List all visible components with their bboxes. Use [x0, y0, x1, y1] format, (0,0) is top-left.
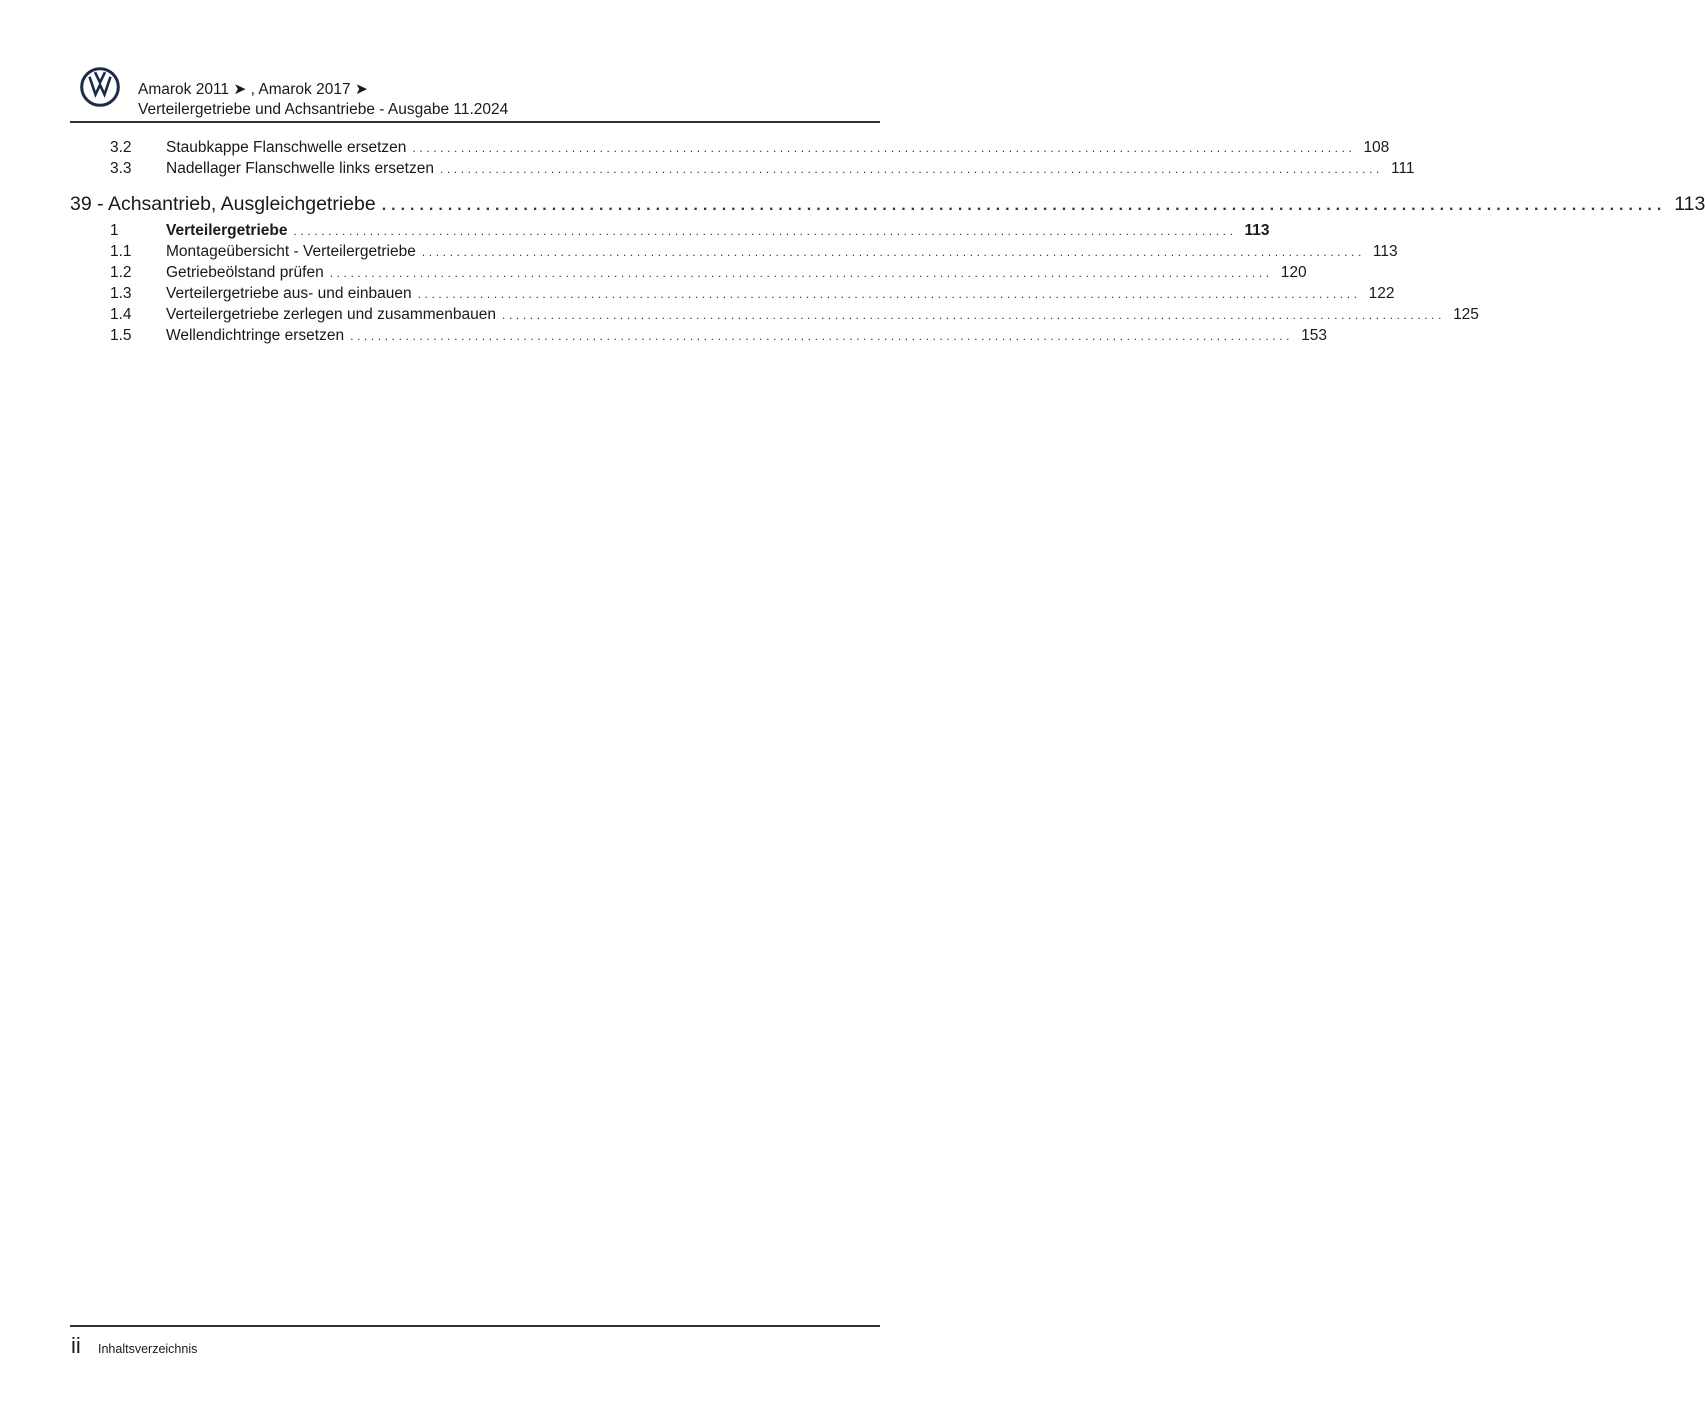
header-title-line: Verteilergetriebe und Achsantriebe - Ausgabe 11.2024 — [138, 101, 509, 118]
toc-entry-title: Getriebeölstand prüfen — [166, 264, 330, 282]
toc-leader-dots: ........................................................................................................................................ — [421, 245, 1365, 259]
toc-entry-title: Nadellager Flanschwelle links ersetzen — [166, 160, 440, 178]
toc-leader-dots: ........................................................................................................................................ — [329, 266, 1273, 280]
toc-entry-page: 113 — [1365, 243, 1398, 261]
toc-entry-title: Staubkappe Flanschwelle ersetzen — [166, 139, 412, 157]
toc-leader-dots: ........................................................................................................................................ — [293, 224, 1237, 238]
toc-entry-title: Verteilergetriebe aus- und einbauen — [166, 285, 418, 303]
toc-chapter-page: 113 — [1666, 193, 1705, 216]
toc-entry-page: 122 — [1361, 285, 1395, 303]
toc-entry-title: Verteilergetriebe zerlegen und zusammenbauen — [166, 306, 502, 324]
toc-entry[interactable] — [110, 306, 1479, 324]
toc-entry-title: Verteilergetriebe — [166, 222, 293, 240]
toc-entry-number: 1.3 — [110, 285, 132, 302]
toc-entry-number: 3.3 — [110, 160, 132, 177]
toc-entry-number: 1.5 — [110, 327, 132, 344]
toc-entry-number: 1.4 — [110, 306, 132, 323]
header-divider — [70, 121, 880, 123]
toc-entry-page: 108 — [1355, 139, 1389, 157]
header-model-line: Amarok 2011 ➤ , Amarok 2017 ➤ — [138, 81, 368, 98]
toc-entry-page: 113 — [1237, 222, 1270, 240]
toc-entry[interactable] — [110, 285, 1395, 303]
footer-divider — [70, 1325, 880, 1327]
toc-entry-number: 3.2 — [110, 139, 132, 156]
toc-chapter-entry[interactable] — [70, 193, 1705, 216]
toc-leader-dots: ........................................................................................................................................ — [350, 329, 1294, 343]
toc-entry-title: Montageübersicht - Verteilergetriebe — [166, 243, 422, 261]
toc-entry-number: 1 — [110, 222, 119, 239]
page-header — [0, 0, 999, 130]
footer-section-label: Inhaltsverzeichnis — [98, 1342, 198, 1356]
toc-leader-dots: ........................................................................................................................................ — [417, 287, 1361, 301]
toc-entry-number: 1.2 — [110, 264, 132, 281]
toc-leader-dots: ........................................................................................................................................ — [412, 141, 1356, 155]
toc-entry[interactable] — [110, 139, 1390, 157]
toc-entry[interactable] — [110, 327, 1327, 345]
toc-entry-title: Wellendichtringe ersetzen — [166, 327, 350, 345]
toc-entry-number: 1.1 — [110, 243, 132, 260]
toc-entry-page: 120 — [1273, 264, 1307, 282]
toc-leader-dots: ........................................................................................................................................ — [439, 162, 1383, 176]
toc-entry[interactable] — [110, 222, 1270, 240]
toc-leader-dots: ........................................................................................................................................ — [502, 308, 1446, 322]
footer-page-number: ii — [71, 1333, 81, 1358]
toc-entry-page: 153 — [1293, 327, 1327, 345]
toc-entry[interactable] — [110, 264, 1307, 282]
vw-logo-icon — [80, 67, 120, 107]
toc-entry[interactable] — [110, 243, 1398, 261]
toc-entry-page: 125 — [1445, 306, 1479, 324]
toc-entry-page: 111 — [1383, 160, 1415, 178]
toc-entry[interactable] — [110, 160, 1415, 178]
toc-chapter-title: 39 - Achsantrieb, Ausgleichgetriebe — [70, 193, 382, 216]
toc-leader-dots: ........................................................................................................................................ — [381, 197, 1667, 214]
